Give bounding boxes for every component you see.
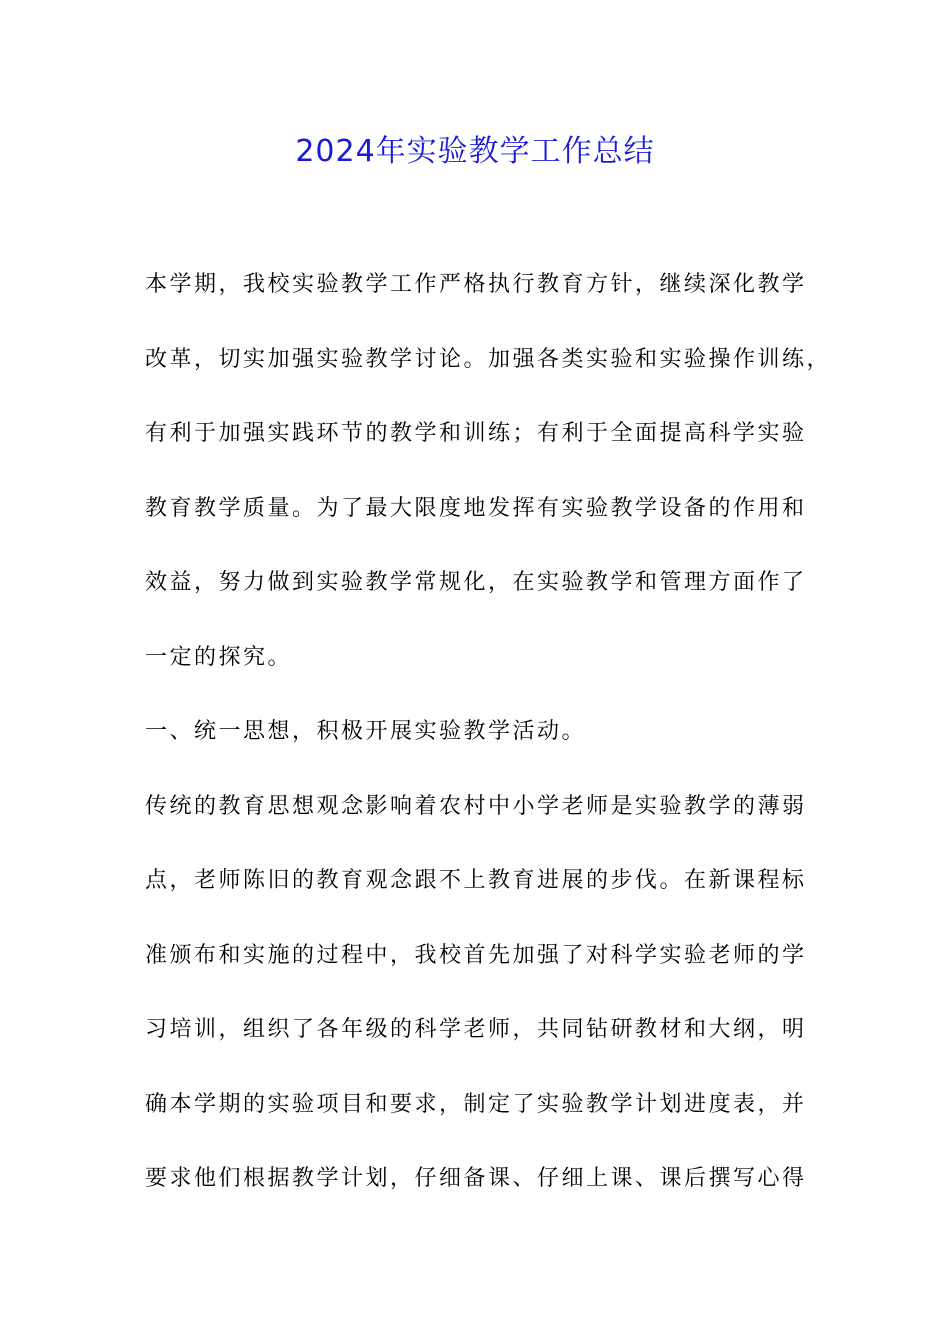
- body-line: 教育教学质量。为了最大限度地发挥有实验教学设备的作用和: [145, 495, 807, 521]
- body-line: 准颁布和实施的过程中，我校首先加强了对科学实验老师的学: [145, 942, 807, 968]
- body-line: 一定的探究。: [145, 644, 293, 670]
- body-line: 要求他们根据教学计划，仔细备课、仔细上课、课后撰写心得: [145, 1166, 807, 1191]
- body-line: 习培训，组织了各年级的科学老师，共同钻研教材和大纲，明: [145, 1017, 807, 1042]
- document-title: 2024年实验教学工作总结: [295, 134, 655, 169]
- section-heading: 一、统一思想，积极开展实验教学活动。: [145, 719, 587, 744]
- body-line: 传统的教育思想观念影响着农村中小学老师是实验教学的薄弱: [145, 793, 807, 819]
- body-line: 改革，切实加强实验教学讨论。加强各类实验和实验操作训练，: [145, 346, 832, 372]
- body-line: 确本学期的实验项目和要求，制定了实验教学计划进度表，并: [145, 1091, 807, 1117]
- body-line: 有利于加强实践环节的教学和训练；有利于全面提高科学实验: [145, 421, 807, 446]
- body-line: 点，老师陈旧的教育观念跟不上教育进展的步伐。在新课程标: [145, 868, 807, 893]
- document-body: [145, 260, 832, 1229]
- body-line: 效益，努力做到实验教学常规化，在实验教学和管理方面作了: [145, 570, 807, 595]
- body-line: 本学期，我校实验教学工作严格执行教育方针，继续深化教学: [145, 272, 807, 297]
